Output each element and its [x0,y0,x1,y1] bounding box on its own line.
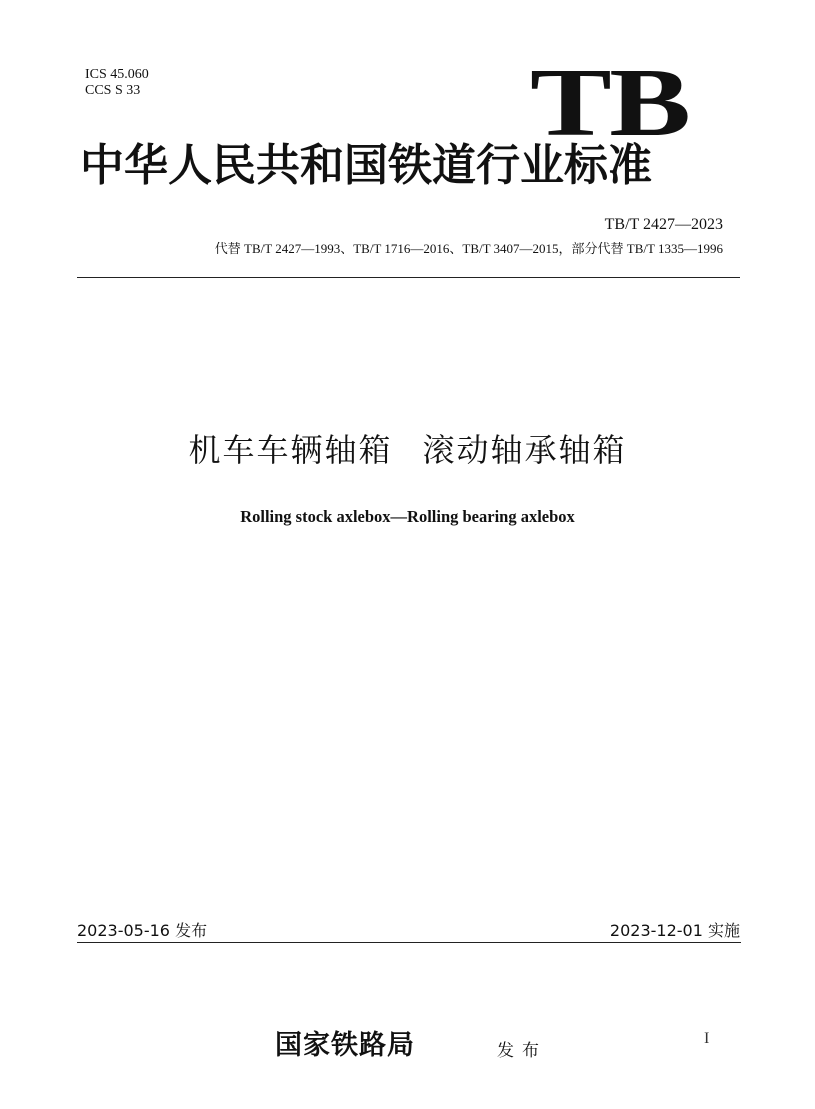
date-divider [77,942,741,943]
issue-date: 2023-05-16 发布 [77,921,208,940]
document-title-en: Rolling stock axlebox—Rolling bearing axlebox [240,507,575,526]
page-number: I [704,1030,710,1047]
issue-verb: 发布 [497,1041,547,1061]
tb-logo: TB [530,49,689,157]
title-cn-part2: 滚动轴承轴箱 [422,431,627,469]
issuing-authority: 国家铁路局 [275,1030,415,1061]
replaces-note: 代替 TB/T 2427—1993、TB/T 1716—2016、TB/T 3407—2015，部分代替 TB/T 1335—1996 [214,241,723,256]
title-cn-part1: 机车车辆轴箱 [188,431,393,469]
document-title-cn [0,428,815,472]
ccs-code: CCS S 33 [85,83,141,98]
standard-name: 中华人民共和国铁道行业标准 [80,140,652,191]
header-divider [77,277,740,278]
standard-number: TB/T 2427—2023 [604,216,723,233]
ics-code: ICS 45.060 [85,67,149,82]
implementation-date: 2023-12-01 实施 [609,921,740,940]
